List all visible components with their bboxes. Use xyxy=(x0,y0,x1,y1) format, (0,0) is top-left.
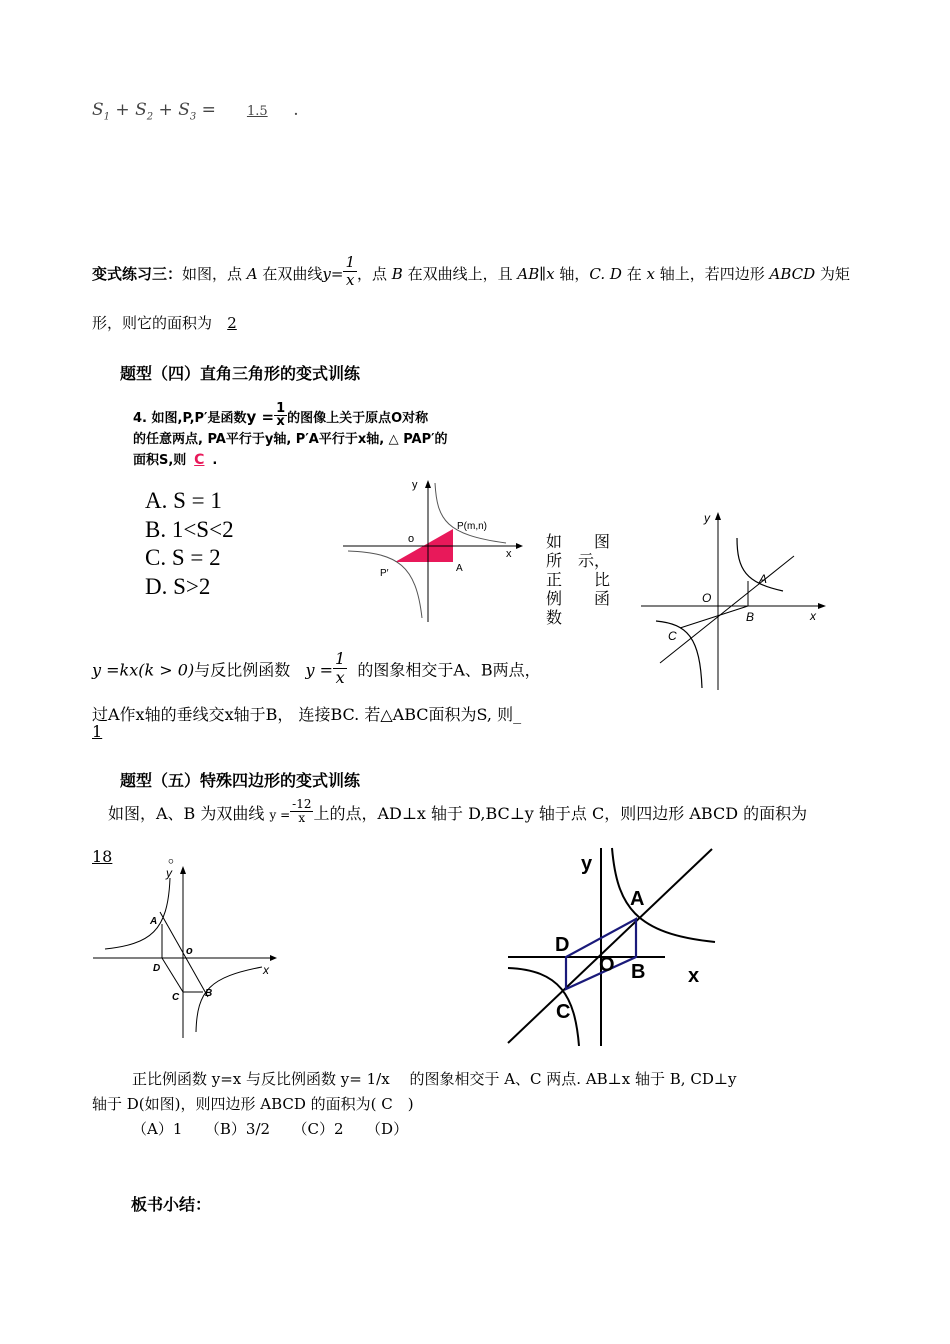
question-4: 4. 如图,P,P′是函数y = $\frac{1}{x}$ 的图像上关于原点O对称 的任意两点, PA平行于y轴, P′A平行于x轴, △ PAP′的 面积S,则 C . xyxy=(133,405,448,473)
graph2-label-o: O xyxy=(702,591,712,605)
x-axis-arrow xyxy=(270,955,277,961)
question-6-line1: 如图，A、B 为双曲线 y = $\frac{-12}{x}$ 上的点，AD⊥x 轴于 D,BC⊥y 轴于点 C，则四边形 ABCD 的面积为 xyxy=(108,796,808,825)
graph4-label-o: O xyxy=(599,954,615,976)
exercise-3-answer: 2 xyxy=(227,314,237,332)
graph4-label-b: B xyxy=(631,961,646,983)
exercise-3-label: 变式练习三： xyxy=(92,265,183,283)
exercise-3-line2: 形，则它的面积为 2 xyxy=(92,312,252,333)
question-5-line1: y =kx(k > 0)与反比例函数 y = $\frac{1}{x}$ 的图象相交于A、B两点， xyxy=(92,649,541,687)
question-4-answer: C xyxy=(194,452,205,468)
graph1-label-x: x xyxy=(506,548,512,560)
exercise-3: 变式练习三：如图，点 A 在双曲线y= $\frac{1}{x}$ ，点 B 在双曲线上，且 AB∥x 轴，C. D 在 x 轴上，若四边形 ABCD 为矩 xyxy=(92,253,850,289)
question-5-answer-line xyxy=(92,722,148,741)
graph2-label-b: B xyxy=(746,610,755,624)
hyperbola-branch-2 xyxy=(656,621,702,688)
graph4-label-d: D xyxy=(555,934,570,956)
option-d: D. S>2 xyxy=(145,573,211,599)
graph3-label-c: C xyxy=(172,992,180,1003)
graph4-label-x: x xyxy=(688,965,700,987)
graph1-label-o: o xyxy=(408,533,415,545)
graph3-label-o: o xyxy=(186,945,193,957)
question-7-options: （A）1 （B）3/2 （C）2 （D） xyxy=(132,1120,409,1138)
q4-hyperbola-graph xyxy=(338,475,528,625)
graph2-label-a: A xyxy=(759,572,768,586)
segment-dc xyxy=(162,958,183,992)
y-axis-arrow xyxy=(425,480,431,488)
option-c: C. S = 2 xyxy=(145,545,221,570)
x-axis-arrow xyxy=(516,543,523,549)
y-axis-arrow xyxy=(180,866,186,874)
graph2-label-y: y xyxy=(704,511,710,525)
q6-graph xyxy=(90,862,280,1040)
diagonal xyxy=(160,912,208,997)
line-y-kx xyxy=(660,556,794,663)
graph3-label-a: A xyxy=(150,916,158,927)
summary-heading: 板书小结： xyxy=(131,1195,212,1214)
area-sum-answer: 1.5 xyxy=(246,104,268,119)
y-axis-arrow xyxy=(715,512,721,520)
option-b: B. 1<S<2 xyxy=(145,516,234,542)
graph1-label-a: A xyxy=(456,563,463,574)
x-axis-arrow xyxy=(818,603,826,609)
graph1-label-y: y xyxy=(412,479,418,491)
fraction: $\frac{1}{x}$ xyxy=(345,253,356,289)
graph3-label-x: x xyxy=(263,963,269,977)
question-5-line2: 过A作x轴的垂线交x轴于B， 连接BC. 若△ABC面积为S, 则_ xyxy=(92,705,522,724)
graph4-label-y: y xyxy=(581,853,593,875)
area-sum-line: $S_1 + S_2 + S_3 = 1.5$ . xyxy=(92,100,299,123)
question-4-options xyxy=(145,487,234,601)
question-5-answer: 1 xyxy=(92,722,103,741)
graph3-label-b: B xyxy=(205,988,213,999)
graph1-label-pp: P′ xyxy=(380,568,389,579)
graph2-label-x: x xyxy=(810,609,816,623)
graph3-label-d: D xyxy=(153,963,161,974)
graph4-label-a: A xyxy=(630,888,645,910)
hyperbola-branch-1 xyxy=(105,878,170,949)
segment-bc xyxy=(680,606,748,628)
graph2-label-c: C xyxy=(668,629,677,643)
question-7-line2: 轴于 D(如图)，则四边形 ABCD 的面积为( C ) xyxy=(92,1095,414,1113)
option-a: A. S = 1 xyxy=(145,488,222,513)
graph4-label-c: C xyxy=(556,1001,571,1023)
question-6-line2: 18 。 xyxy=(92,847,185,866)
line-y-x xyxy=(508,849,712,1043)
hyperbola-branch-2 xyxy=(196,967,262,1032)
graph3-label-y: y xyxy=(166,866,172,880)
question-7-line1: 正比例函数 y=x 与反比例函数 y= 1/x 的图象相交于 A、C 两点. AB⊥x 轴于 B, CD⊥y xyxy=(132,1070,737,1088)
section-5-title: 题型（五）特殊四边形的变式训练 xyxy=(120,771,361,790)
question-6-answer: 18 xyxy=(92,847,113,866)
q7-graph xyxy=(505,846,720,1046)
side-text: 如 图 所 示， 正 比 例 函 数 xyxy=(546,532,611,627)
q5-graph xyxy=(638,508,828,693)
section-4-title: 题型（四）直角三角形的变式训练 xyxy=(120,364,361,383)
graph1-label-p: P(m,n) xyxy=(457,521,487,532)
